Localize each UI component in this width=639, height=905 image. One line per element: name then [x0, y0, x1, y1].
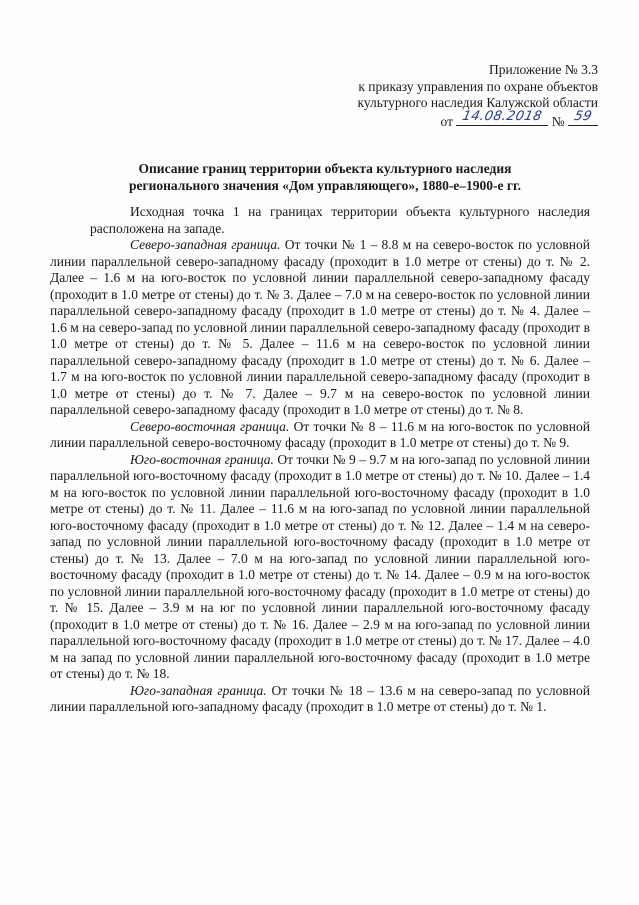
paragraph-southwest	[50, 683, 590, 716]
paragraph-text: Исходная точка 1 на границах территории объекта культурного наследия расположена на западе.	[90, 204, 590, 236]
paragraph-northwest	[50, 237, 590, 419]
handwritten-date: 14.08.2018	[461, 109, 544, 124]
appendix-date-line	[268, 109, 598, 131]
paragraph-text: От точки № 1 – 8.8 м на северо-восток по условной линии параллельной северо-западному фасаду (проходит в 1.0 метре от стены) до т. № 2. Далее – 1.6 м на юго-восток по условной линии параллельной северо-западному фасаду (проходит в 1.0 метре от стены) до т. № 3. Далее – 7.0 м на северо-восток по условной линии параллельной северо-западному фасаду (проходит в 1.0 метре от стены) до т. № 4. Далее – 1.6 м на северо-запад по условной линии параллельной северо-западному фасаду (проходит в 1.0 метре от стены) до т. № 5. Далее – 11.6 м на северо-восток по условной линии параллельной северо-западному фасаду (проходит в 1.0 метре от стены) до т. № 6. Далее – 1.7 м на юго-восток по условной линии параллельной северо-западному фасаду (проходит в 1.0 метре от стены) до т. № 7. Далее – 9.7 м на северо-восток по условной линии параллельной северо-западному фасаду (проходит в 1.0 метре от стены) до т. № 8.	[50, 237, 590, 417]
appendix-number: Приложение № 3.3	[489, 62, 598, 77]
date-prefix: от	[440, 113, 453, 129]
number-field	[568, 109, 598, 126]
paragraph-southeast	[50, 452, 590, 683]
title-line-2: регионального значения «Дом управляющего», 1880-е–1900-е гг.	[128, 178, 522, 193]
paragraph-heading: Юго-западная граница.	[130, 682, 267, 698]
appendix-authority: культурного наследия Калужской области	[357, 95, 598, 110]
paragraph-heading: Северо-восточная граница.	[130, 418, 290, 434]
paragraph-text: От точки № 8 – 11.6 м на юго-восток по условной линии параллельной северо-восточному фасаду (проходит в 1.0 метре от стены) до т. № 9.	[50, 418, 590, 450]
title-line-1: Описание границ территории объекта культурного наследия	[138, 161, 512, 176]
document-body	[50, 204, 590, 716]
paragraph-text: От точки № 9 – 9.7 м на юго-запад по условной линии параллельной юго-восточному фасаду (проходит в 1.0 метре от стены) до т. № 10. Далее – 1.4 м на юго-восток по условной линии параллельной юго-восточному фасаду (проходит в 1.0 метре от стены) до т. № 11. Далее – 11.6 м на юго-запад по условной линии параллельной юго-восточному фасаду (проходит в 1.0 метре от стены) до т. № 12. Далее – 1.4 м на северо-запад по условной линии параллельной юго-восточному фасаду (проходит в 1.0 метре от стены) до т. № 13. Далее – 7.0 м на юго-запад по условной линии параллельной юго-восточному фасаду (проходит в 1.0 метре от стены) до т. № 14. Далее – 0.9 м на юго-восток по условной линии параллельной юго-восточному фасаду (проходит в 1.0 метре от стены) до т. № 15. Далее – 3.9 м на юг по условной линии параллельной юго-восточному фасаду (проходит в 1.0 метре от стены) до т. № 16. Далее – 2.9 м на юго-запад по условной линии параллельной юго-восточному фасаду (проходит в 1.0 метре от стены) до т. № 17. Далее – 4.0 м на запад по условной линии параллельной юго-восточному фасаду (проходит в 1.0 метре от стены) до т. № 18.	[50, 451, 590, 681]
handwritten-number: 59	[572, 109, 594, 124]
date-field	[456, 109, 548, 126]
paragraph-heading: Юго-восточная граница.	[130, 451, 274, 467]
paragraph-northeast	[50, 419, 590, 452]
appendix-order-ref: к приказу управления по охране объектов	[358, 78, 598, 94]
document-title	[60, 160, 590, 194]
number-prefix: №	[551, 113, 565, 129]
appendix-header	[268, 62, 598, 130]
paragraph-intro	[50, 204, 590, 237]
paragraph-text: От точки № 18 – 13.6 м на северо-запад по условной линии параллельной юго-западному фасаду (проходит в 1.0 метре от стены) до т. № 1.	[50, 682, 590, 714]
paragraph-heading: Северо-западная граница.	[130, 237, 281, 252]
